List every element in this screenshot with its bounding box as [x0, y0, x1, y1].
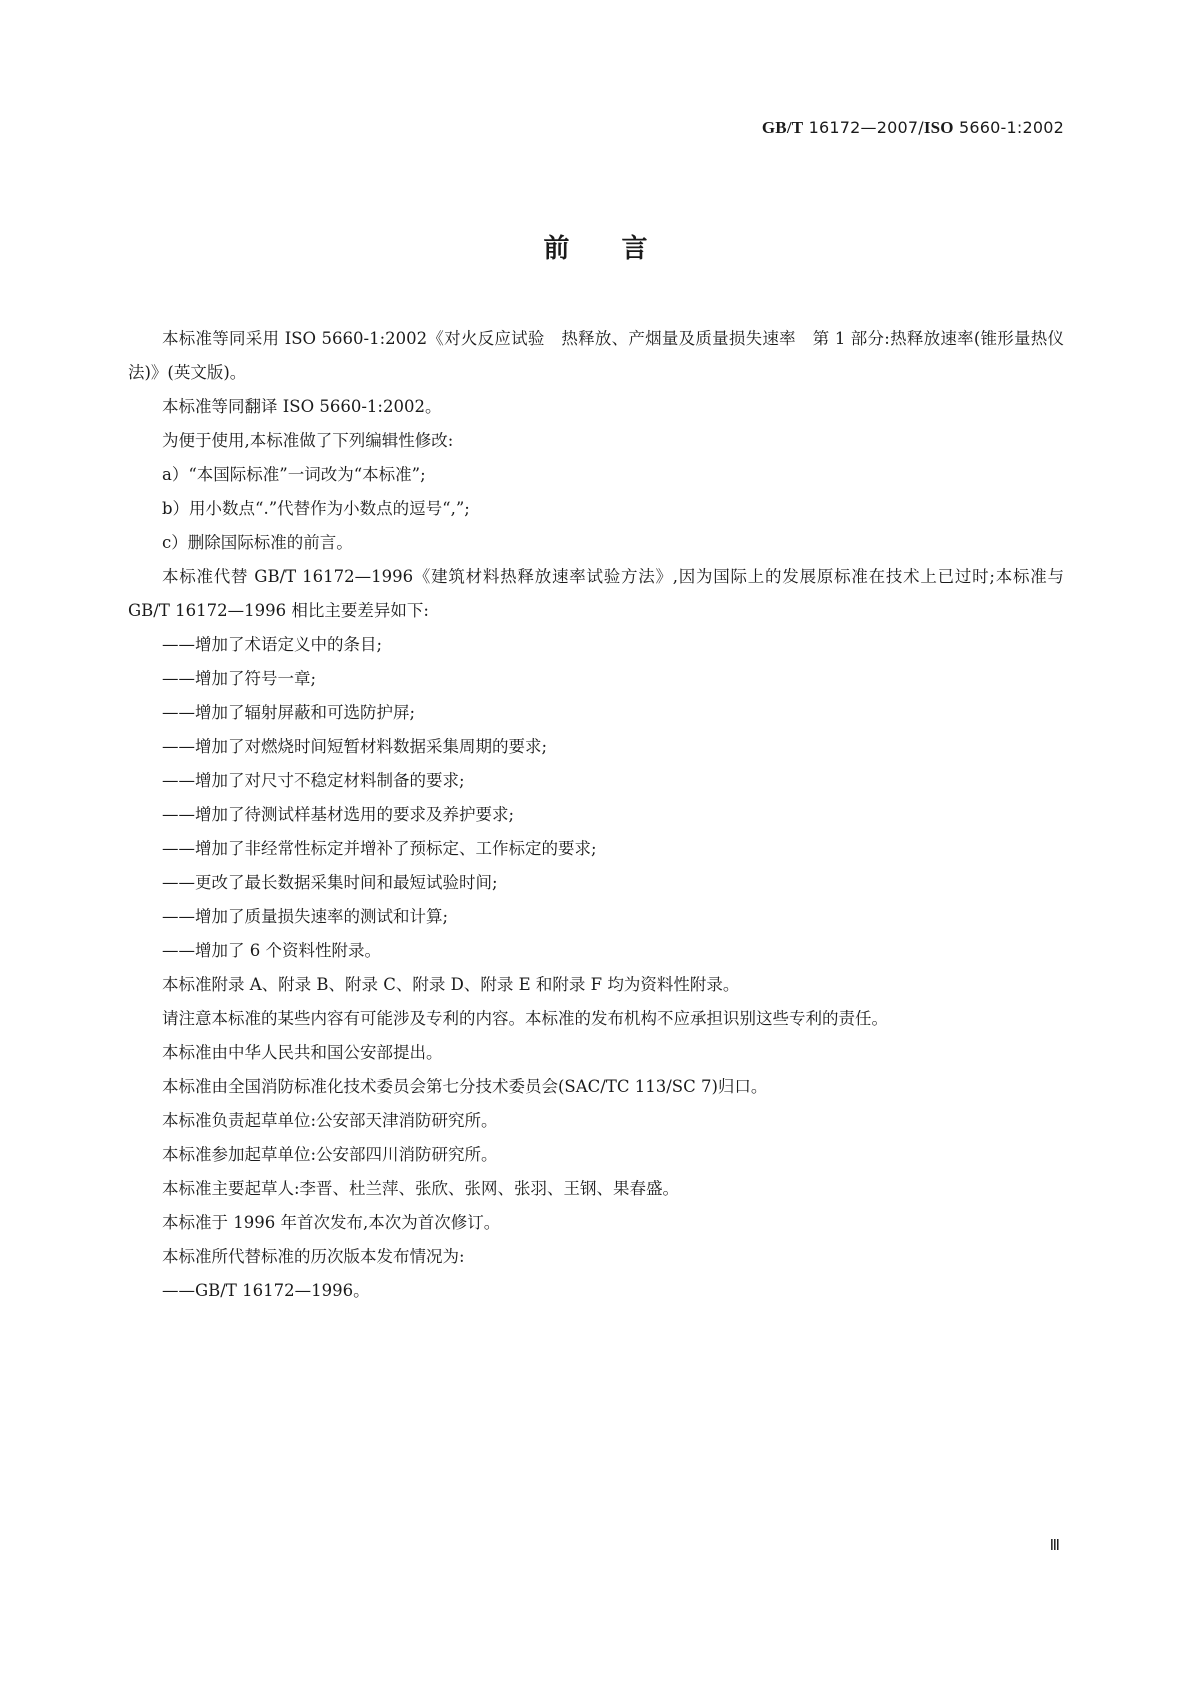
difference-item: ——增加了非经常性标定并增补了预标定、工作标定的要求; — [162, 839, 597, 858]
paragraph: 本标准代替 GB/T 16172—1996《建筑材料热释放速率试验方法》,因为国际上的发展原标准在技术上已过时;本标准与 GB/T 16172—1996 相比主要差异如下: — [128, 567, 1064, 620]
page-number: Ⅲ — [1049, 1538, 1059, 1554]
paragraph: 本标准主要起草人:李晋、杜兰萍、张欣、张网、张羽、王钢、果春盛。 — [162, 1179, 680, 1198]
iso-number: 5660-1:2002 — [953, 118, 1064, 137]
paragraph: 本标准等同采用 ISO 5660-1:2002《对火反应试验 热释放、产烟量及质量损失速率 第 1 部分:热释放速率(锥形量热仪法)》(英文版)。 — [128, 329, 1064, 382]
edit-item: b）用小数点“.”代替作为小数点的逗号“,”; — [162, 499, 470, 518]
paragraph: 本标准附录 A、附录 B、附录 C、附录 D、附录 E 和附录 F 均为资料性附录。 — [162, 975, 740, 994]
paragraph: 为便于使用,本标准做了下列编辑性修改: — [162, 431, 454, 450]
foreword-body — [128, 322, 1064, 1308]
edit-item: a）“本国际标准”一词改为“本标准”; — [162, 465, 426, 484]
difference-item: ——增加了辐射屏蔽和可选防护屏; — [162, 703, 416, 722]
iso-prefix: ISO — [923, 118, 954, 137]
standard-code-header — [762, 118, 1064, 138]
paragraph: 本标准由全国消防标准化技术委员会第七分技术委员会(SAC/TC 113/SC 7)归口。 — [162, 1077, 768, 1096]
difference-item: ——增加了符号一章; — [162, 669, 317, 688]
difference-item: ——更改了最长数据采集时间和最短试验时间; — [162, 873, 498, 892]
code-number: 16172—2007/ — [803, 118, 924, 137]
history-item: ——GB/T 16172—1996。 — [162, 1281, 370, 1300]
code-prefix: GB/T — [761, 118, 804, 137]
paragraph: 本标准负责起草单位:公安部天津消防研究所。 — [162, 1111, 498, 1130]
paragraph: 本标准由中华人民共和国公安部提出。 — [162, 1043, 443, 1062]
difference-item: ——增加了对尺寸不稳定材料制备的要求; — [162, 771, 465, 790]
edit-item: c）删除国际标准的前言。 — [162, 533, 353, 552]
difference-item: ——增加了术语定义中的条目; — [162, 635, 383, 654]
difference-item: ——增加了质量损失速率的测试和计算; — [162, 907, 449, 926]
paragraph: 本标准所代替标准的历次版本发布情况为: — [162, 1247, 465, 1266]
paragraph: 本标准于 1996 年首次发布,本次为首次修订。 — [162, 1213, 501, 1232]
difference-item: ——增加了 6 个资料性附录。 — [162, 941, 381, 960]
difference-item: ——增加了待测试样基材选用的要求及养护要求; — [162, 805, 515, 824]
paragraph: 请注意本标准的某些内容有可能涉及专利的内容。本标准的发布机构不应承担识别这些专利的责任。 — [162, 1009, 888, 1028]
paragraph: 本标准参加起草单位:公安部四川消防研究所。 — [162, 1145, 498, 1164]
difference-item: ——增加了对燃烧时间短暂材料数据采集周期的要求; — [162, 737, 548, 756]
paragraph: 本标准等同翻译 ISO 5660-1:2002。 — [162, 397, 442, 416]
page-title: 前言 — [543, 234, 700, 264]
